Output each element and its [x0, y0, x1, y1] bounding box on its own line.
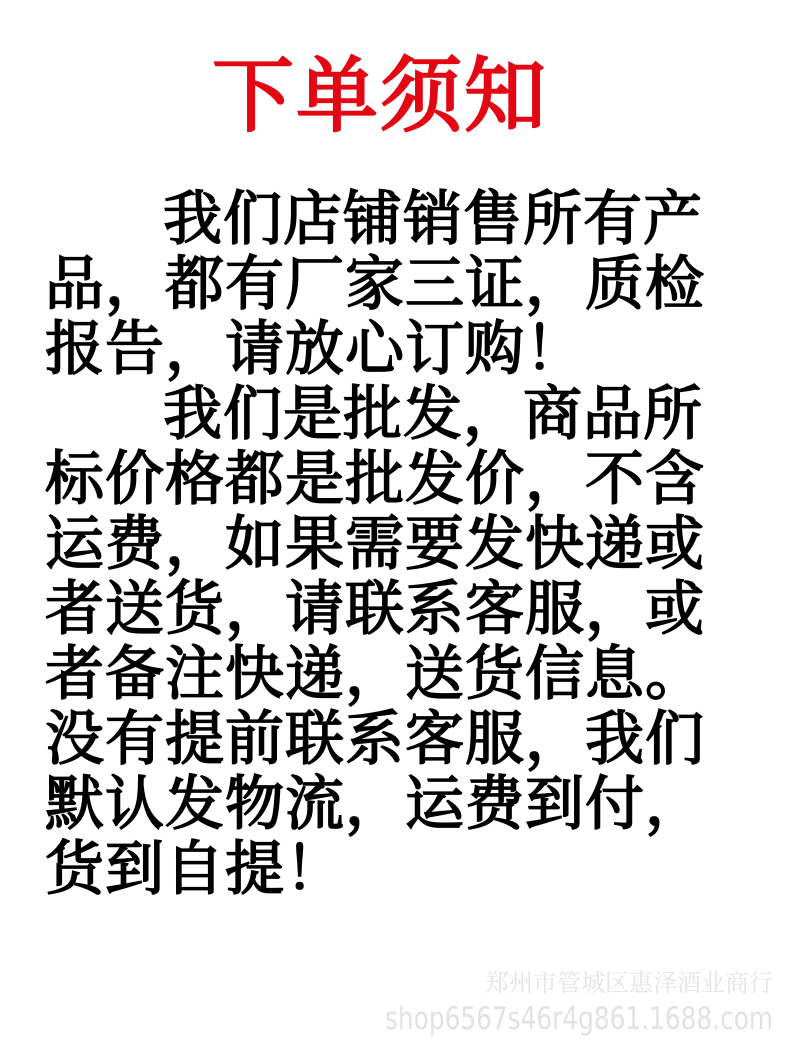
body-line: 者备注快递，送货信息。	[45, 639, 706, 709]
body-line: 报告，请放心订购！	[45, 314, 586, 384]
body-line: 品，都有厂家三证，质检	[45, 249, 706, 319]
order-notice-page	[0, 50, 800, 1050]
watermark-url: shop6567s46r4g861.1688.com	[384, 1001, 773, 1037]
watermark	[288, 968, 773, 1050]
page-title: 下单须知	[211, 49, 548, 144]
body-line: 我们店铺销售所有产	[163, 184, 704, 254]
body-line: 货到自提！	[45, 834, 346, 904]
title-wrap	[0, 50, 760, 144]
notice-body	[45, 184, 725, 904]
body-line: 运费，如果需要发快递或	[45, 509, 706, 579]
body-line: 我们是批发，商品所	[163, 379, 704, 449]
body-line: 者送货，请联系客服，或	[45, 574, 706, 644]
body-line: 默认发物流，运费到付，	[45, 769, 706, 839]
body-line: 没有提前联系客服，我们	[45, 704, 706, 774]
body-line: 标价格都是批发价，不含	[45, 444, 706, 514]
watermark-shop-name: 郑州市管城区惠泽酒业商行	[485, 969, 773, 997]
